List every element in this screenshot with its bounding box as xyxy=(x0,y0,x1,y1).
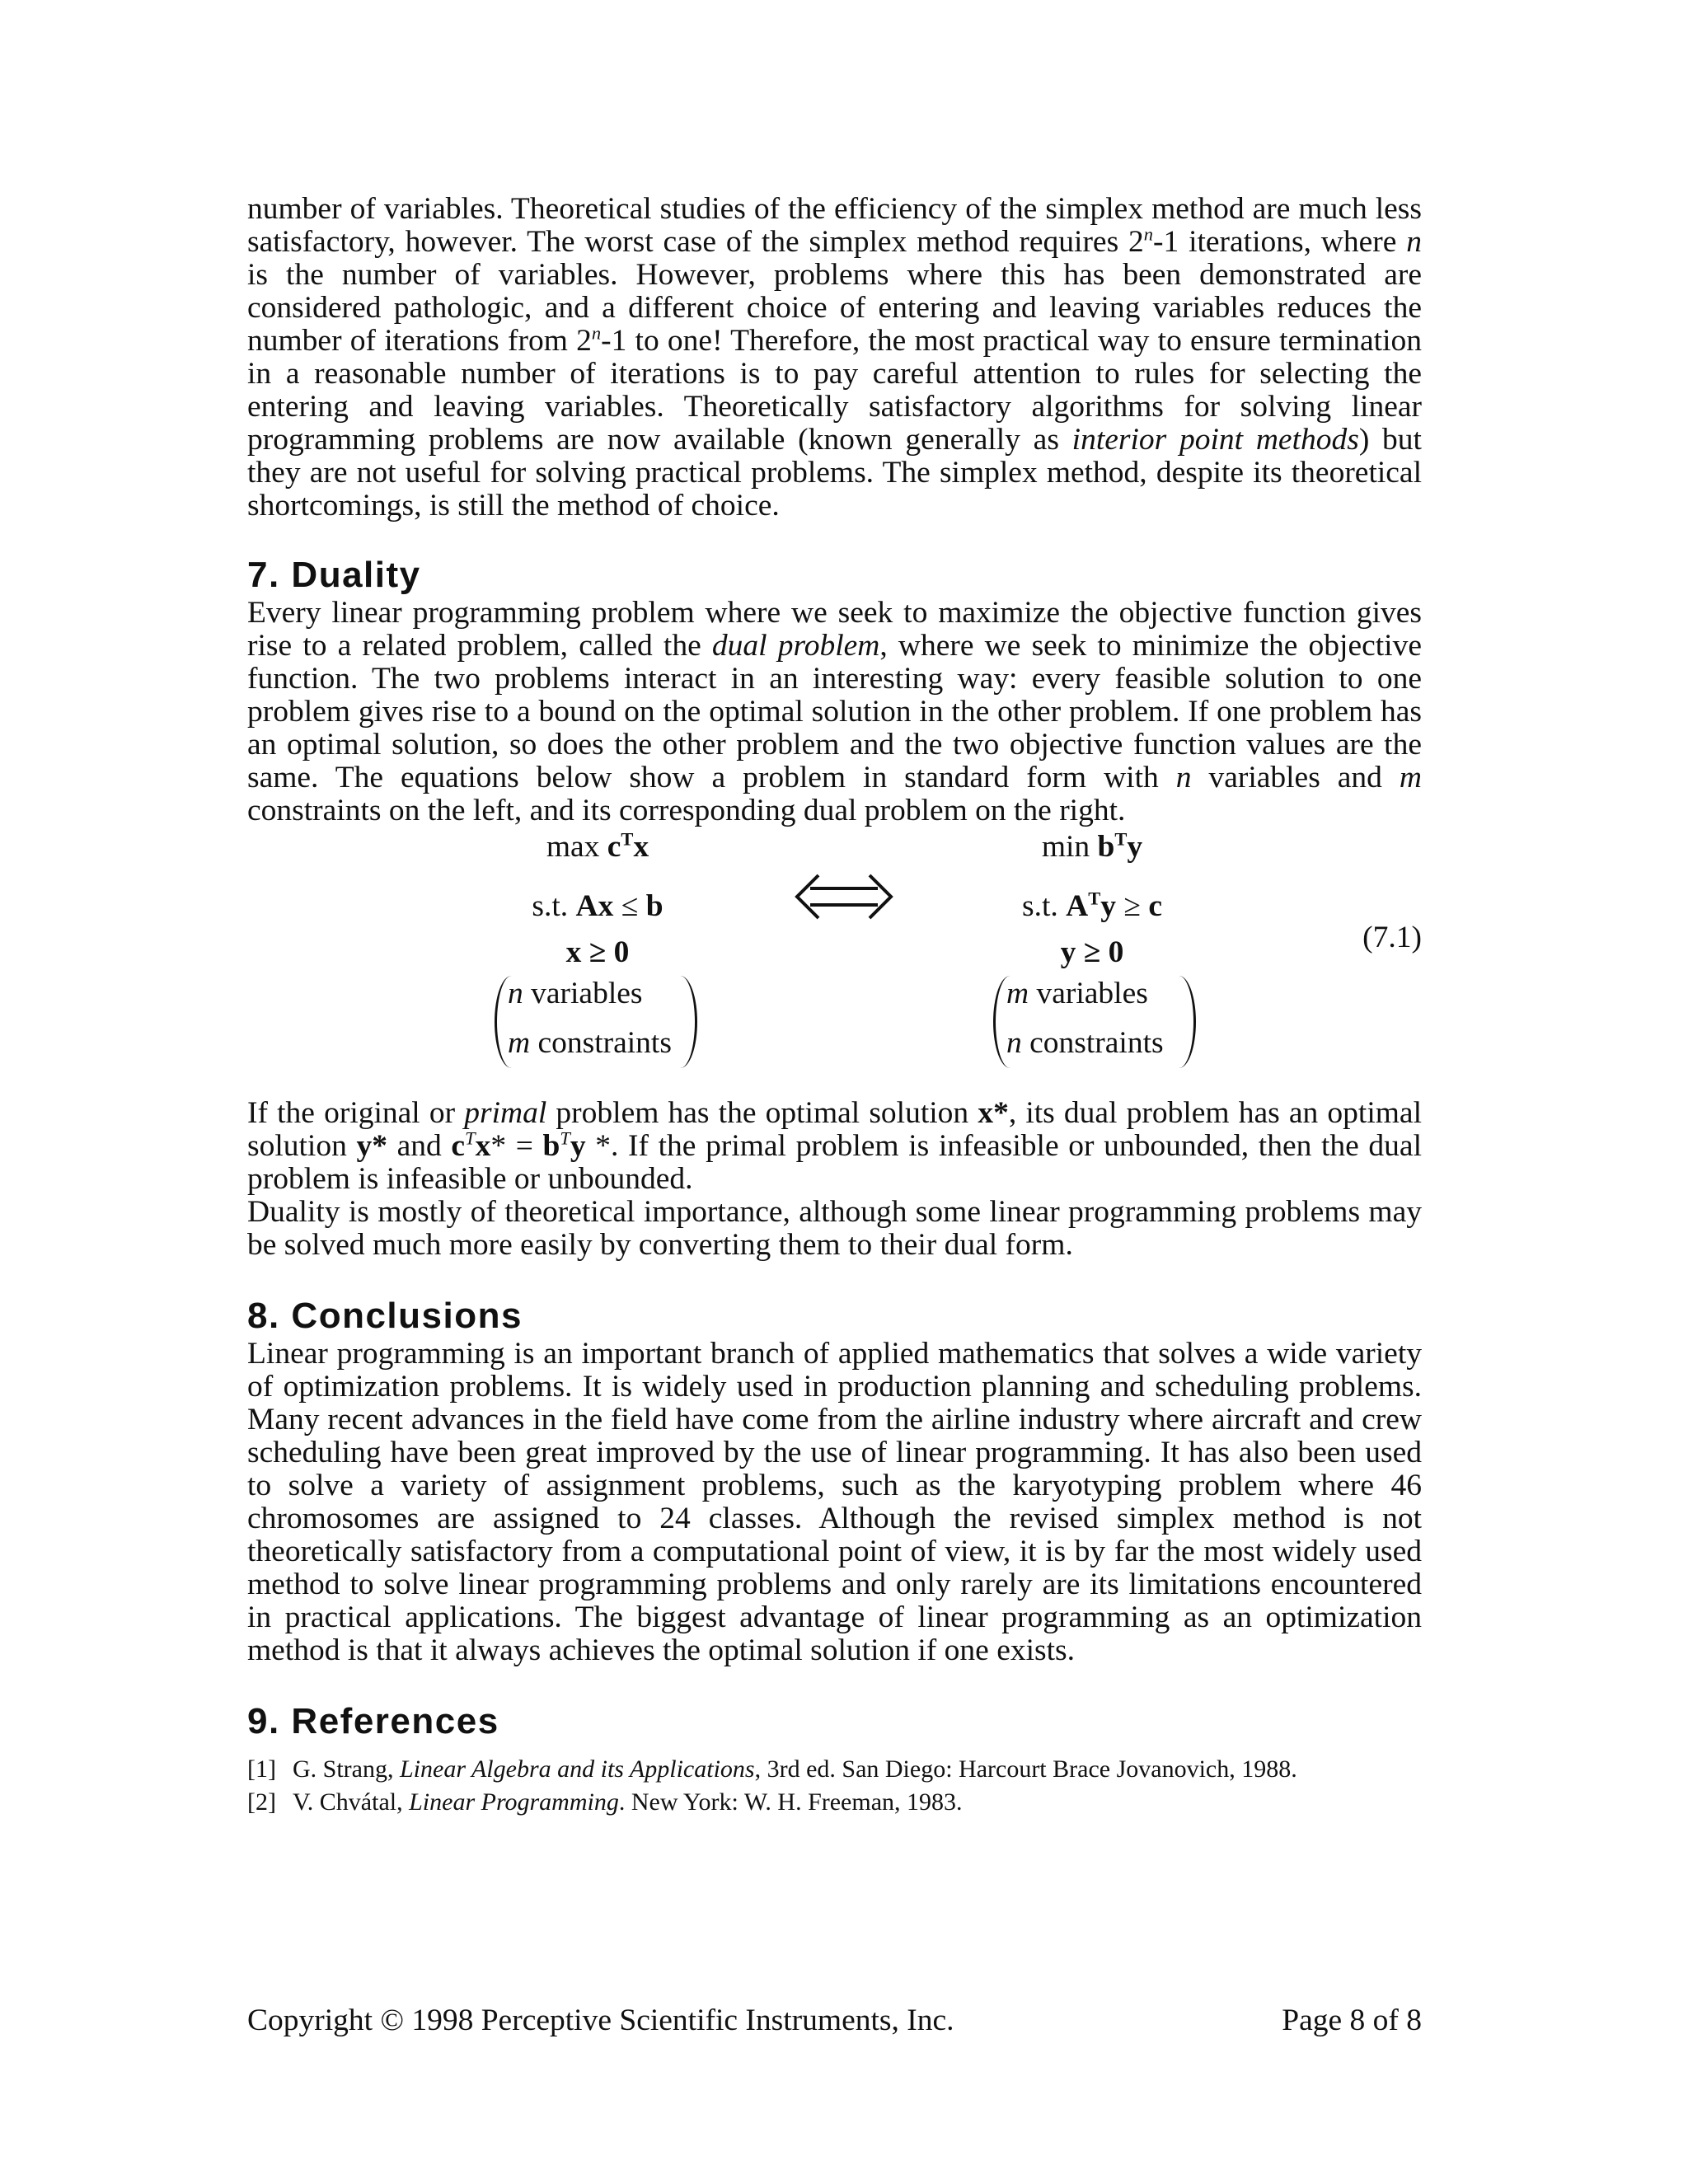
dual-constraint: s.t. $A^Ty \ge c$ xyxy=(1022,888,1162,923)
primal-constraint: s.t. Ax ≤ b xyxy=(532,889,663,923)
reference-text: G. Strang, Linear Algebra and its Applications, 3rd ed. San Diego: Harcourt Brace Jovanovich, 1988. xyxy=(293,1755,1297,1783)
reference-item xyxy=(247,1753,1422,1786)
page-content xyxy=(247,193,1422,1819)
primal-nonnegativity: x ≥ 0 xyxy=(565,935,630,969)
page-number: Page 8 of 8 xyxy=(1282,2004,1422,2037)
dual-variables-count: m variables xyxy=(1006,977,1148,1010)
reference-item xyxy=(247,1786,1422,1819)
primal-variables-count: n variables xyxy=(508,977,643,1010)
copyright-notice: Copyright © 1998 Perceptive Scientific Instruments, Inc. xyxy=(247,2004,954,2037)
reference-number: [2] xyxy=(247,1788,276,1816)
duality-intro-paragraph: Every linear programming problem where we seek to maximize the objective function gives rise to a related problem, called the dual problem, where we seek to minimize the objective function. The two problems interact in an interesting way: every feasible solution to one problem gives rise to a bound on the optimal solution in the other problem. If one problem has an optimal solution, so does the other problem and the two objective function values are the same. The equations below show a problem in standard form with n variables and m constraints on the left, and its corresponding dual problem on the right. xyxy=(247,596,1422,827)
duality-importance-paragraph: Duality is mostly of theoretical importance, although some linear programming problems may be solved much more easily by converting them to their dual form. xyxy=(247,1195,1422,1262)
dual-constraints-count: n constraints xyxy=(1006,1026,1164,1060)
primal-dual-paragraph: If the original or primal problem has the optimal solution x*, its dual problem has an optimal solution y* and $c^Tx* = b^Ty$ *. If the primal problem is infeasible or unbounded, then the dual problem is infeasible or unbounded. xyxy=(247,1096,1422,1196)
equation-number: (7.1) xyxy=(1362,921,1422,954)
section-heading-references: 9. References xyxy=(247,1701,499,1741)
primal-constraints-count: m constraints xyxy=(508,1026,672,1060)
primal-objective: $\max c^Tx$ xyxy=(546,828,649,864)
conclusions-paragraph: Linear programming is an important branch of applied mathematics that solves a wide variety of optimization problems. It is widely used in production planning and scheduling problems. Many recent advances in the field have come from the airline industry where aircraft and crew scheduling have been great improved by the use of linear programming. It has also been used to solve a variety of assignment problems, such as the karyotyping problem where 46 chromosomes are assigned to 24 classes. Although the revised simplex method is not theoretically satisfactory from a computational point of view, it is by far the most widely used method to solve linear programming problems and only rarely are its limitations encountered in practical applications. The biggest advantage of linear programming as an optimization method is that it always achieves the optimal solution if one exists. xyxy=(247,1337,1422,1667)
section-heading-duality: 7. Duality xyxy=(247,555,421,595)
equivalence-arrow-icon xyxy=(794,872,894,921)
dual-nonnegativity: y ≥ 0 xyxy=(1060,935,1124,969)
dual-objective: $\min b^Ty$ xyxy=(1041,828,1143,864)
reference-number: [1] xyxy=(247,1755,276,1783)
page-footer xyxy=(247,2003,1422,2038)
continuation-paragraph: number of variables. Theoretical studies of the efficiency of the simplex method are much less satisfactory, however. The worst case of the simplex method requires 2$^n$-1 iterations, where n is the number of variables. However, problems where this has been demonstrated are considered pathologic, and a different choice of entering and leaving variables reduces the number of iterations from 2$^n$-1 to one! Therefore, the most practical way to ensure termination in a reasonable number of iterations is to pay careful attention to rules for selecting the entering and leaving variables. Theoretically satisfactory algorithms for solving linear programming problems are now available (known generally as interior point methods) but they are not useful for solving practical problems. The simplex method, despite its theoretical shortcomings, is still the method of choice. xyxy=(247,192,1422,523)
references-list xyxy=(247,1753,1422,1819)
reference-text: V. Chvátal, Linear Programming. New York: W. H. Freeman, 1983. xyxy=(293,1788,963,1816)
duality-equation xyxy=(247,829,1422,1097)
section-heading-conclusions: 8. Conclusions xyxy=(247,1296,523,1336)
